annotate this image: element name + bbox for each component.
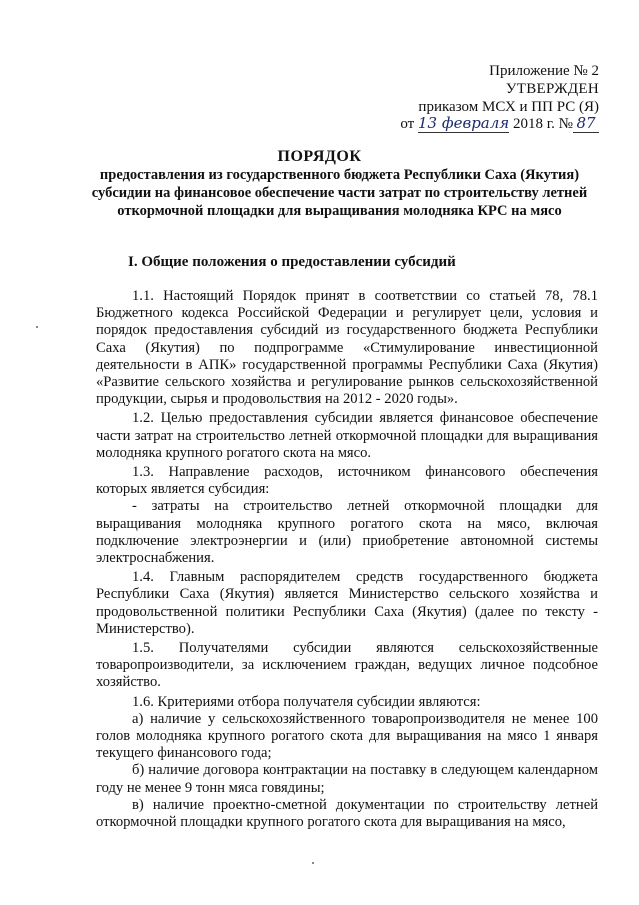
document-title: ПОРЯДОК <box>277 148 362 165</box>
paragraph-1-4: 1.4. Главным распорядителем средств государственного бюджета Республики Саха (Якутия) является Министерство сельского хозяйства и продовольственной политики Республики Саха (Якутия) (далее по тексту - Министерство). <box>96 569 598 637</box>
paragraph-1-2: 1.2. Целью предоставления субсидии является финансовое обеспечение части затрат на строительство летней откормочной площадки для выращивания молодняка крупного рогатого скота на мясо. <box>96 410 598 461</box>
paragraph-1-5: 1.5. Получателями субсидии являются сельскохозяйственные товаропроизводители, за исключением граждан, ведущих личное подсобное хозяйство. <box>96 640 598 691</box>
document-subtitle: предоставления из государственного бюджета Республики Саха (Якутия) субсидии на финансовое обеспечение части затрат по строительству летней откормочной площадки для выращивания молодняка КРС на мясо <box>91 167 588 219</box>
document-body <box>96 288 598 831</box>
paragraph-1-3: 1.3. Направление расходов, источником финансового обеспечения которых является субсидия: <box>96 464 598 498</box>
scan-speck <box>312 862 314 864</box>
scan-speck <box>36 326 38 328</box>
criterion-c: в) наличие проектно-сметной документации по строительству летней откормочной площадки крупного рогатого скота для выращивания на мясо, <box>96 796 598 831</box>
criterion-b: б) наличие договора контрактации на поставку в следующем календарном году не менее 9 тонн мяса говядины; <box>96 762 598 796</box>
date-year: 2018 г. № <box>512 116 573 132</box>
criterion-a: а) наличие у сельскохозяйственного товаропроизводителя не менее 100 голов молодняка крупного рогатого скота для выращивания на мясо 1 января текущего финансового года; <box>96 710 598 762</box>
approved-label: УТВЕРЖДЕН <box>505 81 599 97</box>
order-label: приказом МСХ и ПП РС (Я) <box>418 99 599 115</box>
order-date-line <box>400 114 599 133</box>
handwritten-number: 87 <box>573 114 599 133</box>
annex-label: Приложение № 2 <box>489 63 599 79</box>
section-heading: I. Общие положения о предоставлении субсидий <box>128 254 456 270</box>
paragraph-1-1: 1.1. Настоящий Порядок принят в соответствии со статьей 78, 78.1 Бюджетного кодекса Российской Федерации и регулирует цели, условия и порядок предоставления субсидий из государственного бюджета Республики Саха (Якутия) по подпрограмме «Стимулирование инвестиционной деятельности в АПК» государственной программы Республики Саха (Якутия) «Развитие сельского хозяйства и регулирование рынков сельскохозяйственной продукции, сырья и продовольствия на 2012 - 2020 годы». <box>96 288 598 408</box>
handwritten-date: 13 февраля <box>417 114 510 132</box>
date-prefix: от <box>400 116 415 132</box>
paragraph-1-3-item: - затраты на строительство летней откормочной площадки для выращивания молодняка крупного рогатого скота на мясо, включая подключение электроэнергии и (или) приобретение автономной системы электроснабжения. <box>96 498 598 567</box>
paragraph-1-6: 1.6. Критериями отбора получателя субсидии являются: <box>132 693 481 710</box>
